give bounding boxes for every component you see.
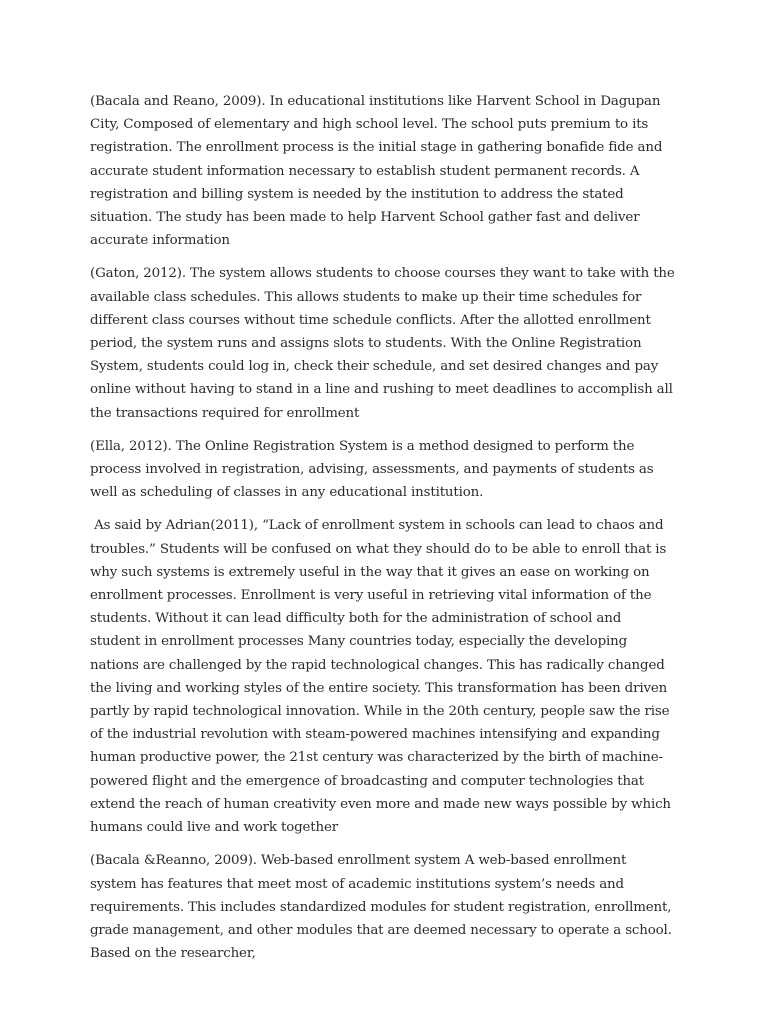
paragraph-ella-2012: (Ella, 2012). The Online Registration System is a method designed to perform the process involved in registration, advising, assessments, and payments of students as well as scheduling of classes in any educational institution. xyxy=(90,438,654,501)
document-body xyxy=(90,90,675,975)
paragraph-gaton-2012: (Gaton, 2012). The system allows students to choose courses they want to take with the available class schedules. This allows students to make up their time schedules for different class courses without time schedule conflicts. After the allotted enrollment period, the system runs and assigns slots to students. With the Online Registration System, students could log in, check their schedule, and set desired changes and pay online without having to stand in a line and rushing to meet deadlines to accomplish all the transactions required for enrollment xyxy=(90,266,675,421)
paragraph-adrian-2011: As said by Adrian(2011), “Lack of enrollment system in schools can lead to chaos and troubles.” Students will be confused on what they should do to be able to enroll that is why such systems is extremely useful in the way that it gives an ease on working on enrollment processes. Enrollment is very useful in retrieving vital information of the students. Without it can lead difficulty both for the administration of school and student in enrollment processes Many countries today, especially the developing nations are challenged by the rapid technological changes. This has radically changed the living and working styles of the entire society. This transformation has been driven partly by rapid technological innovation. While in the 20th century, people saw the rise of the industrial revolution with steam-powered machines intensifying and expanding human productive power, the 21st century was characterized by the birth of machine-powered flight and the emergence of broadcasting and computer technologies that extend the reach of human creativity even more and made new ways possible by which humans could live and work together xyxy=(90,518,676,836)
paragraph-bacala-reanno-2009: (Bacala &Reanno, 2009). Web-based enrollment system A web-based enrollment system has features that meet most of academic institutions system’s needs and requirements. This includes standardized modules for student registration, enrollment, grade management, and other modules that are deemed necessary to operate a school. Based on the researcher, xyxy=(90,853,672,962)
paragraph-bacala-reano-2009: (Bacala and Reano, 2009). In educational institutions like Harvent School in Dagupan City, Composed of elementary and high school level. The school puts premium to its registration. The enrollment process is the initial stage in gathering bonafide fide and accurate student information necessary to establish student permanent records. A registration and billing system is needed by the institution to address the stated situation. The study has been made to help Harvent School gather fast and deliver accurate information xyxy=(90,94,663,249)
